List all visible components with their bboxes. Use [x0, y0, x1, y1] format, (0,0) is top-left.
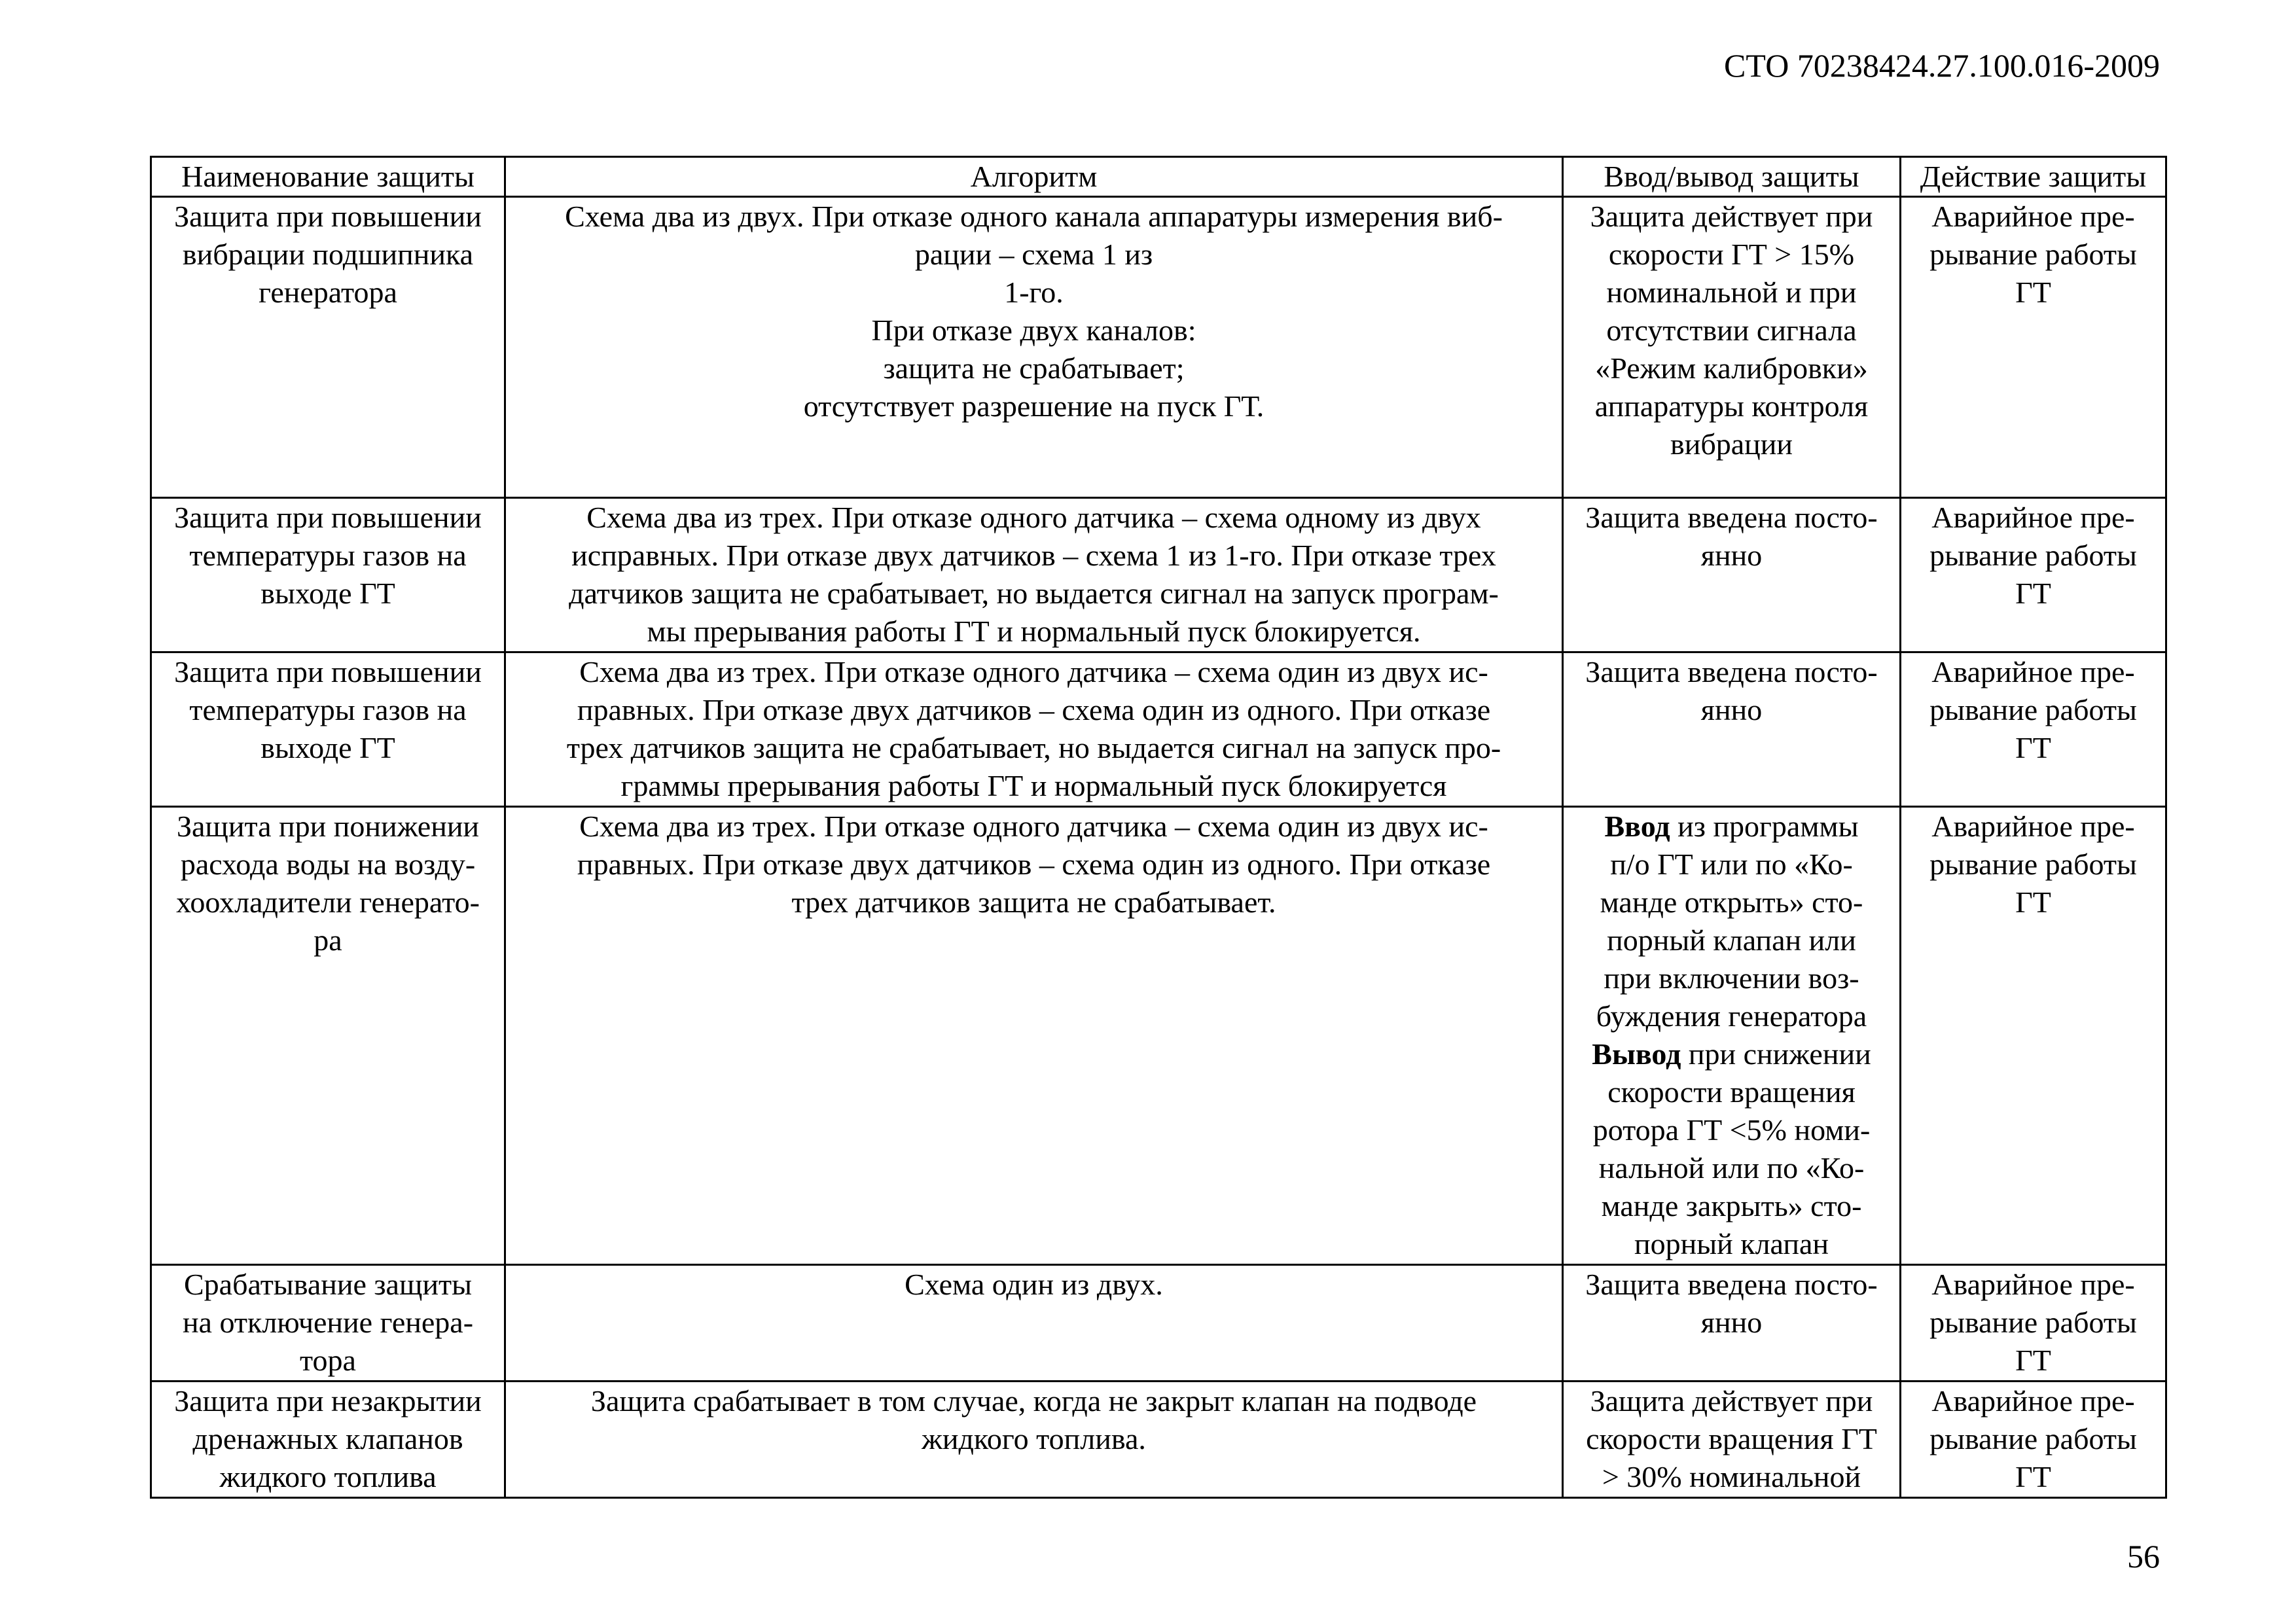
- cell-protection-action: [1901, 197, 2166, 498]
- cell-protection-name: [151, 652, 505, 807]
- cell-protection-name: [151, 1382, 505, 1498]
- cell-enable-disable: [1563, 1265, 1901, 1382]
- cell-line: вибрации подшипника: [182, 238, 474, 271]
- cell-line: вибрации: [1670, 427, 1793, 461]
- table-header-row: [151, 157, 2166, 197]
- cell-protection-action: [1901, 652, 2166, 807]
- cell-line: жидкого топлива: [219, 1460, 437, 1493]
- table-row: [151, 197, 2166, 498]
- cell-line: янно: [1700, 539, 1763, 572]
- cell-line: «Режим калибровки»: [1595, 351, 1868, 385]
- cell-line: трех датчиков защита не срабатывает.: [791, 885, 1276, 919]
- cell-line: Защита при повышении: [174, 200, 482, 233]
- cell-line: Защита срабатывает в том случае, когда не закрыт клапан на подводе: [590, 1384, 1477, 1418]
- cell-line: Схема два из трех. При отказе одного датчика – схема один из двух ис-: [579, 810, 1488, 843]
- cell-line: ГТ: [2015, 885, 2051, 919]
- cell-line: п/о ГТ или по «Ко-: [1610, 847, 1853, 881]
- cell-line: > 30% номинальной: [1602, 1460, 1861, 1493]
- disable-text: при снижении: [1681, 1037, 1871, 1071]
- cell-line: Аварийное пре-: [1931, 1268, 2135, 1301]
- page-number: 56: [2127, 1538, 2160, 1575]
- cell-line: выходе ГТ: [260, 731, 395, 764]
- cell-line: ГТ: [2015, 1344, 2051, 1377]
- enable-label: Ввод: [1604, 810, 1670, 843]
- cell-line: тора: [300, 1344, 356, 1377]
- cell-line: При отказе двух каналов:: [871, 313, 1196, 347]
- cell-line: Схема один из двух.: [905, 1268, 1163, 1301]
- cell-line: рывание работы: [1929, 1306, 2137, 1339]
- cell-line: рывание работы: [1929, 693, 2137, 726]
- cell-line: [1569, 1035, 1894, 1073]
- cell-line: Аварийное пре-: [1931, 810, 2135, 843]
- cell-algorithm: [505, 1382, 1563, 1498]
- cell-line: Схема два из трех. При отказе одного датчика – схема одному из двух: [586, 501, 1481, 534]
- cell-line: отсутствии сигнала: [1606, 313, 1857, 347]
- cell-line: ГТ: [2015, 276, 2051, 309]
- header-enable-disable: Ввод/вывод защиты: [1563, 157, 1901, 197]
- cell-algorithm: [505, 197, 1563, 498]
- cell-line: граммы прерывания работы ГТ и нормальный пуск блокируется: [620, 769, 1447, 802]
- cell-enable-disable: [1563, 498, 1901, 652]
- cell-line: скорости вращения: [1607, 1075, 1856, 1109]
- document-code: СТО 70238424.27.100.016-2009: [1724, 47, 2160, 84]
- table-row: [151, 652, 2166, 807]
- cell-line: порный клапан или: [1607, 923, 1856, 957]
- cell-line: Схема два из двух. При отказе одного канала аппаратуры измерения виб-: [565, 200, 1503, 233]
- cell-line: выходе ГТ: [260, 577, 395, 610]
- cell-line: Аварийное пре-: [1931, 1384, 2135, 1418]
- cell-line: буждения генератора: [1596, 999, 1867, 1033]
- cell-line: ротора ГТ <5% номи-: [1592, 1113, 1871, 1147]
- cell-line: скорости ГТ > 15%: [1608, 238, 1855, 271]
- cell-protection-action: [1901, 1382, 2166, 1498]
- cell-line: манде открыть» сто-: [1600, 885, 1863, 919]
- cell-protection-action: [1901, 1265, 2166, 1382]
- cell-line: трех датчиков защита не срабатывает, но выдается сигнал на запуск про-: [566, 731, 1501, 764]
- cell-line: Схема два из трех. При отказе одного датчика – схема один из двух ис-: [579, 655, 1488, 688]
- cell-line: ра: [314, 923, 342, 957]
- cell-line: температуры газов на: [189, 539, 467, 572]
- table-row: [151, 1382, 2166, 1498]
- cell-line: исправных. При отказе двух датчиков – схема 1 из 1-го. При отказе трех: [571, 539, 1496, 572]
- cell-line: правных. При отказе двух датчиков – схема один из одного. При отказе: [577, 847, 1491, 881]
- cell-protection-action: [1901, 498, 2166, 652]
- cell-line: Аварийное пре-: [1931, 655, 2135, 688]
- cell-line: Защита при повышении: [174, 655, 482, 688]
- cell-line: рывание работы: [1929, 539, 2137, 572]
- cell-line: ГТ: [2015, 577, 2051, 610]
- table-row: [151, 1265, 2166, 1382]
- cell-line: Защита при повышении: [174, 501, 482, 534]
- cell-line: манде закрыть» сто-: [1601, 1189, 1862, 1222]
- cell-line: рывание работы: [1929, 238, 2137, 271]
- cell-line: Защита введена посто-: [1585, 655, 1878, 688]
- cell-line: рывание работы: [1929, 847, 2137, 881]
- cell-enable-disable: [1563, 652, 1901, 807]
- cell-algorithm: [505, 652, 1563, 807]
- cell-algorithm: [505, 1265, 1563, 1382]
- cell-line: Аварийное пре-: [1931, 200, 2135, 233]
- cell-enable-disable: [1563, 1382, 1901, 1498]
- cell-line: рации – схема 1 из: [914, 238, 1153, 271]
- disable-label: Вывод: [1592, 1037, 1681, 1071]
- cell-line: температуры газов на: [189, 693, 467, 726]
- cell-line: хоохладители генерато-: [176, 885, 480, 919]
- cell-line: номинальной и при: [1606, 276, 1857, 309]
- cell-algorithm: [505, 498, 1563, 652]
- table-row: [151, 498, 2166, 652]
- cell-line: мы прерывания работы ГТ и нормальный пуск блокируется.: [647, 615, 1421, 648]
- cell-line: скорости вращения ГТ: [1586, 1422, 1877, 1455]
- cell-protection-name: [151, 498, 505, 652]
- cell-line: Защита введена посто-: [1585, 501, 1878, 534]
- cell-line: Аварийное пре-: [1931, 501, 2135, 534]
- cell-line: Защита введена посто-: [1585, 1268, 1878, 1301]
- cell-line: рывание работы: [1929, 1422, 2137, 1455]
- cell-line: ГТ: [2015, 731, 2051, 764]
- cell-line: расхода воды на возду-: [180, 847, 476, 881]
- cell-line: дренажных клапанов: [192, 1422, 463, 1455]
- protection-table: [150, 156, 2167, 1499]
- cell-line: Срабатывание защиты: [183, 1268, 473, 1301]
- cell-line: на отключение генера-: [182, 1306, 474, 1339]
- cell-protection-name: [151, 807, 505, 1265]
- cell-line: Защита при незакрытии: [174, 1384, 482, 1418]
- cell-line: янно: [1700, 693, 1763, 726]
- cell-line: нальной или по «Ко-: [1598, 1151, 1865, 1185]
- cell-line: ГТ: [2015, 1460, 2051, 1493]
- cell-line: Защита при понижении: [176, 810, 480, 843]
- header-protection-action: Действие защиты: [1901, 157, 2166, 197]
- cell-protection-action: [1901, 807, 2166, 1265]
- cell-line: аппаратуры контроля: [1594, 389, 1869, 423]
- cell-line: Защита действует при: [1590, 1384, 1873, 1418]
- cell-line: 1-го.: [1004, 276, 1064, 309]
- cell-line: жидкого топлива.: [922, 1422, 1146, 1455]
- cell-line: отсутствует разрешение на пуск ГТ.: [803, 389, 1265, 423]
- cell-line: Защита действует при: [1590, 200, 1873, 233]
- cell-line: правных. При отказе двух датчиков – схема один из одного. При отказе: [577, 693, 1491, 726]
- header-algorithm: Алгоритм: [505, 157, 1563, 197]
- cell-line: [1569, 808, 1894, 846]
- enable-text: из программы: [1670, 810, 1859, 843]
- cell-line: янно: [1700, 1306, 1763, 1339]
- cell-line: датчиков защита не срабатывает, но выдается сигнал на запуск програм-: [569, 577, 1499, 610]
- cell-line: защита не срабатывает;: [883, 351, 1185, 385]
- cell-enable-disable: [1563, 807, 1901, 1265]
- cell-enable-disable: [1563, 197, 1901, 498]
- cell-algorithm: [505, 807, 1563, 1265]
- cell-line: генератора: [259, 276, 397, 309]
- cell-protection-name: [151, 1265, 505, 1382]
- cell-protection-name: [151, 197, 505, 498]
- table-row: [151, 807, 2166, 1265]
- cell-line: при включении воз-: [1604, 961, 1859, 995]
- header-protection-name: Наименование защиты: [151, 157, 505, 197]
- cell-line: порный клапан: [1634, 1227, 1829, 1260]
